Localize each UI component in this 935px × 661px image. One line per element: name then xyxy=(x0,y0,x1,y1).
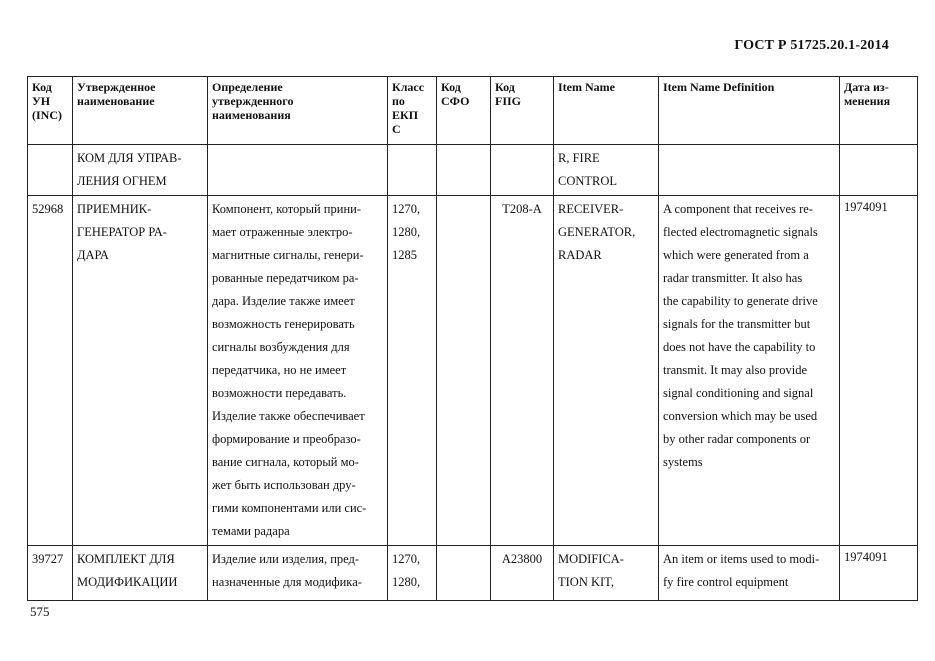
cell-sfo xyxy=(437,196,491,546)
cell-item-name-definition: An item or items used to modi- fy fire control equipment xyxy=(659,546,840,601)
cell-change-date: 1974091 xyxy=(840,546,918,601)
column-header-approved-name: Утвержденное наименование xyxy=(73,77,208,145)
column-header-definition: Определение утвержденного наименования xyxy=(208,77,388,145)
document-standard-id: ГОСТ Р 51725.20.1-2014 xyxy=(734,38,889,53)
table-header-row xyxy=(28,77,918,145)
cell-approved-name: ПРИЕМНИК- ГЕНЕРАТОР РА- ДАРА xyxy=(73,196,208,546)
cell-item-name: RECEIVER- GENERATOR, RADAR xyxy=(554,196,659,546)
column-header-item-name: Item Name xyxy=(554,77,659,145)
cell-item-name-definition xyxy=(659,145,840,196)
page-number: 575 xyxy=(30,604,50,619)
cell-change-date xyxy=(840,145,918,196)
column-header-change-date: Дата из- менения xyxy=(840,77,918,145)
nomenclature-table xyxy=(27,76,918,601)
cell-sfo xyxy=(437,546,491,601)
cell-approved-name: КОМПЛЕКТ ДЛЯ МОДИФИКАЦИИ xyxy=(73,546,208,601)
cell-inc: 39727 xyxy=(28,546,73,601)
table-row xyxy=(28,546,918,601)
cell-fiig xyxy=(491,145,554,196)
cell-sfo xyxy=(437,145,491,196)
column-header-fiig: Код FIIG xyxy=(491,77,554,145)
column-header-item-name-definition: Item Name Definition xyxy=(659,77,840,145)
cell-definition: Компонент, который прини- мает отраженные электро- магнитные сигналы, генери- рованные передатчиком ра- дара. Изделие также имеет возможность генерировать сигналы возбуждения для передатчика, но не имеет возможности передавать. Изделие также обеспечивает формирование и преобразо- вание сигнала, который мо- жет быть использован дру- гими компонентами или сис- темами радара xyxy=(208,196,388,546)
cell-class: 1270, 1280, xyxy=(388,546,437,601)
table-row xyxy=(28,145,918,196)
table-row xyxy=(28,196,918,546)
cell-item-name-definition: A component that receives re- flected electromagnetic signals which were generated from a radar transmitter. It also has the capability to generate drive signals for the transmitter but does not have the capability to transmit. It may also provide signal conditioning and signal conversion which may be used by other radar components or systems xyxy=(659,196,840,546)
cell-inc xyxy=(28,145,73,196)
cell-fiig: A23800 xyxy=(491,546,554,601)
cell-fiig: T208-A xyxy=(491,196,554,546)
cell-definition: Изделие или изделия, пред- назначенные для модифика- xyxy=(208,546,388,601)
cell-class: 1270, 1280, 1285 xyxy=(388,196,437,546)
column-header-sfo: Код СФО xyxy=(437,77,491,145)
cell-item-name: R, FIRE CONTROL xyxy=(554,145,659,196)
cell-definition xyxy=(208,145,388,196)
cell-class xyxy=(388,145,437,196)
cell-approved-name: КОМ ДЛЯ УПРАВ- ЛЕНИЯ ОГНЕМ xyxy=(73,145,208,196)
cell-change-date: 1974091 xyxy=(840,196,918,546)
cell-inc: 52968 xyxy=(28,196,73,546)
column-header-class: Класс по ЕКП С xyxy=(388,77,437,145)
cell-item-name: MODIFICA- TION KIT, xyxy=(554,546,659,601)
column-header-inc: Код УН (INC) xyxy=(28,77,73,145)
